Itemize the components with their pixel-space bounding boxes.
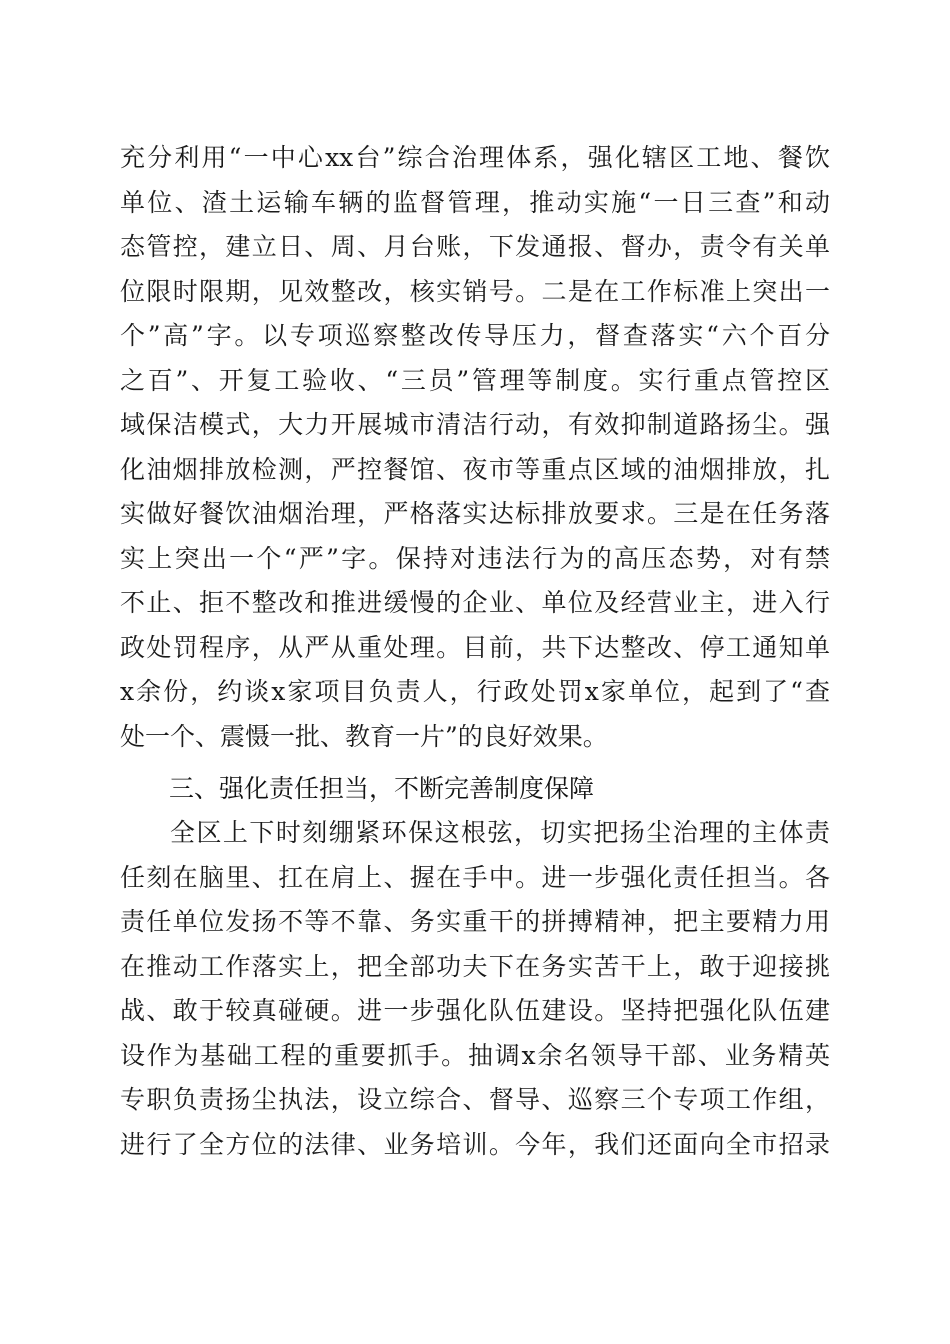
text-line: 之百”、开复工验收、“三员”管理等制度。实行重点管控区 (120, 365, 830, 395)
text-line: 化油烟排放检测，严控餐馆、夜市等重点区域的油烟排放，扎 (120, 454, 830, 484)
section-heading: 三、强化责任担当，不断完善制度保障 (169, 774, 595, 803)
text-line: 态管控，建立日、周、月台账，下发通报、督办，责令有关单 (120, 232, 830, 261)
text-line: 位限时限期，见效整改，核实销号。二是在工作标准上突出一 (120, 276, 830, 306)
text-line: 任刻在脑里、扛在肩上、握在手中。进一步强化责任担当。各 (120, 862, 830, 892)
text-line: 在推动工作落实上，把全部功夫下在务实苦干上，敢于迎接挑 (120, 951, 830, 981)
text-line: 全区上下时刻绷紧环保这根弦，切实把扬尘治理的主体责 (170, 818, 830, 847)
text-line: 个”高”字。以专项巡察整改传导压力，督查落实“六个百分 (120, 321, 830, 350)
text-line: 单位、渣土运输车辆的监督管理，推动实施“一日三查”和动 (120, 187, 830, 217)
text-line: 战、敢于较真碰硬。进一步强化队伍建设。坚持把强化队伍建 (120, 996, 830, 1025)
text-line: 充分利用“一中心xx台”综合治理体系，强化辖区工地、餐饮 (120, 143, 830, 172)
text-line: 实做好餐饮油烟治理，严格落实达标排放要求。三是在任务落 (120, 499, 830, 528)
text-line: 政处罚程序，从严从重处理。目前，共下达整改、停工通知单 (120, 632, 830, 662)
text-line: 专职负责扬尘执法，设立综合、督导、巡察三个专项工作组， (120, 1085, 830, 1114)
text-line: 处一个、震慑一批、教育一片”的良好效果。 (120, 721, 608, 751)
text-line: 设作为基础工程的重要抓手。抽调x余名领导干部、业务精英 (120, 1040, 830, 1070)
text-line: 不止、拒不整改和推进缓慢的企业、单位及经营业主，进入行 (120, 588, 830, 617)
text-line: 进行了全方位的法律、业务培训。今年，我们还面向全市招录 (120, 1129, 830, 1159)
text-line: 域保洁模式，大力开展城市清洁行动，有效抑制道路扬尘。强 (120, 410, 830, 439)
text-line: 实上突出一个“严”字。保持对违法行为的高压态势，对有禁 (120, 543, 830, 573)
text-line: 责任单位发扬不等不靠、务实重干的拼搏精神，把主要精力用 (120, 907, 830, 936)
text-line: x余份，约谈x家项目负责人，行政处罚x家单位，起到了“查 (120, 677, 830, 706)
body-paragraph-2 (120, 811, 830, 1167)
body-paragraph-1 (120, 136, 830, 759)
